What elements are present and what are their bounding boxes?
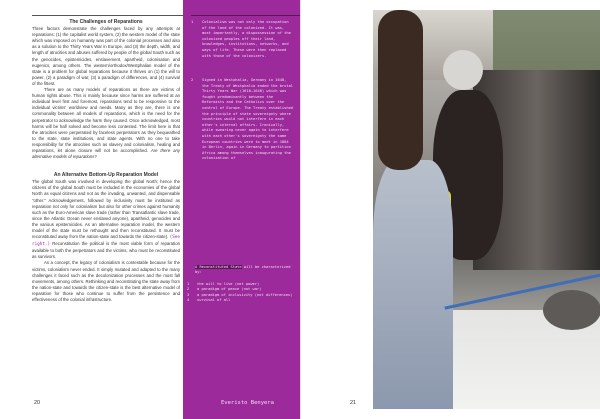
- note-text: Colonialism was not only the occupation of the land of the colonized. It was, most importantly, a dispossession of the colonized peoples off their land, knowledges, institutions, networks, and ways of life. These were then replaced with those of the colonizers.: [202, 20, 291, 58]
- item-number: 1: [187, 281, 190, 286]
- right-page: [300, 0, 600, 419]
- see-right-reference: (See right.): [32, 235, 180, 248]
- sidenote: [191, 78, 295, 162]
- note-number: 2: [191, 78, 194, 82]
- sidenote-column: [183, 0, 300, 419]
- photo-trees: [493, 10, 600, 70]
- list-item: [187, 298, 295, 303]
- note-number: 1: [191, 20, 194, 24]
- protest-crowd-photo: [373, 10, 600, 409]
- item-text: survival of all: [197, 298, 231, 303]
- section-heading: An Alternative Bottom-Up Reparation Model: [53, 172, 159, 179]
- running-footer: Everisto Benyera: [221, 400, 274, 406]
- paragraph: [32, 179, 180, 260]
- highlighted-term: A Reconstituted State: [195, 265, 242, 269]
- photo-foreground-person: [373, 160, 453, 409]
- main-text-column: [32, 18, 180, 303]
- question-text: Are there any alternative models of reparations?: [32, 147, 181, 160]
- paragraph: As a concept, the legacy of colonialism is contestable because for the victims, colonialism never ended. It simply mutated and adapted to the many challenges it faced such as the decolonization processes and the most fall movements, among others. Rethinking and reconstituting the state away from the nation-state and towards the citizen-state is the best alternative model of reparation for those who continue to suffer from the persistence and effectiveness of the colonial infrastructure.: [32, 260, 180, 303]
- paragraph-text: There are as many models of reparations as there are victims of human rights abuse. This is mainly because since harms are suffered at an individual level first and foremost, reparations tend to be responsive to the individual victims' worldview and needs. Many as they are, there is one commonality between all models of reparations, which is the need for the perpetrator to acknowledge the harm they caused. Once acknowledged, most harms will be half solved and become less contested. The limit here is that the atrocities were perpetrated by faceless perpetrators as they bequeathed to the state, state institutions, and state agents. With no one to take responsibility for the atrocities such as slavery and colonialism, healing and reparations, let alone closure will not be accomplished.: [32, 87, 180, 153]
- page-number: 20: [34, 400, 41, 406]
- top-rule: [191, 15, 300, 16]
- item-text: a paradigm of peace (not war): [197, 287, 262, 292]
- sidenote: [191, 20, 295, 59]
- item-text: the will to live (not power): [197, 281, 260, 286]
- page-number: 21: [350, 400, 357, 406]
- reconstituted-state-box: [187, 265, 295, 303]
- item-number: 4: [187, 298, 190, 303]
- characteristics-list: [187, 281, 295, 304]
- photo-foreground-arm: [378, 10, 423, 170]
- item-number: 3: [187, 292, 190, 297]
- paragraph: Three factors demonstrate the challenges faced by any attempts at reparations: (1) the capitalist world system, (2) the western model of the state which was imposed on humanity was part of the colonial processes and also as a solution to the Thirty Years War in Europe, and (3) the depth, width, and length of atrocities and abuses suffered by people of the global South such as the genocides, epistemicides, enslavement, apartheid, colonisation and eugenics, among others. The western/orthodox/Westphalian model of the state is a problem for global reparations because it thrives on (1) the will to power, (2) a paradigm of war, (3) a paradigm of differences, and (4) survival of the fittest.: [32, 26, 180, 86]
- paragraph-text: The global South was involved in developing the global North; hence the citizens of the global South must be included in the economies of the global North as equal citizens and not as the invading, unwanted, and dispensable "other." Acknowledgement, followed by inclusivity must be instituted as reparation not only for colonialism but also for other crimes against humanity such as the Euro-American slave trade (rather than Transatlantic slave trade, since the Atlantic Ocean never enslaved anyone), apartheid, genocides and the various epistemicides. As an alternative reparation model, the western model of the state must be rethought and then reconstituted. It must be reconstituted away from the nation-state and towards the citizen-state).: [32, 179, 180, 240]
- note-text: Signed in Westphalia, Germany in 1648, the Treaty of Westphalia ended the brutal Thirty Years War (1618–1648) which was fought predominantly between the Reformists and the Catholics over the control of Europe. The Treaty established the principle of state sovereignty where countries would not interfere in each other's internal affairs. Ironically, while swearing never again to interfere with each other's sovereignty the same European countries were to meet in 1884 in Berlin, again in Germany to partition Africa among themselves inaugurating the colonization of: [202, 78, 294, 161]
- paragraph: [32, 87, 180, 160]
- section-heading: The Challenges of Reparations: [69, 19, 143, 25]
- photo-raised-hands: [443, 50, 483, 90]
- box-title-text: will be characterized by:: [195, 265, 291, 275]
- box-title: [195, 265, 295, 276]
- item-text: a paradigm of inclusivity (not differences): [197, 292, 293, 297]
- photo-paint-patch: [543, 290, 600, 330]
- item-number: 2: [187, 287, 190, 292]
- paragraph-text: Reconstitution the political is the most viable form of reparation available to both the perpetrators and the victims, who must be reconstituted as survivors.: [32, 241, 180, 260]
